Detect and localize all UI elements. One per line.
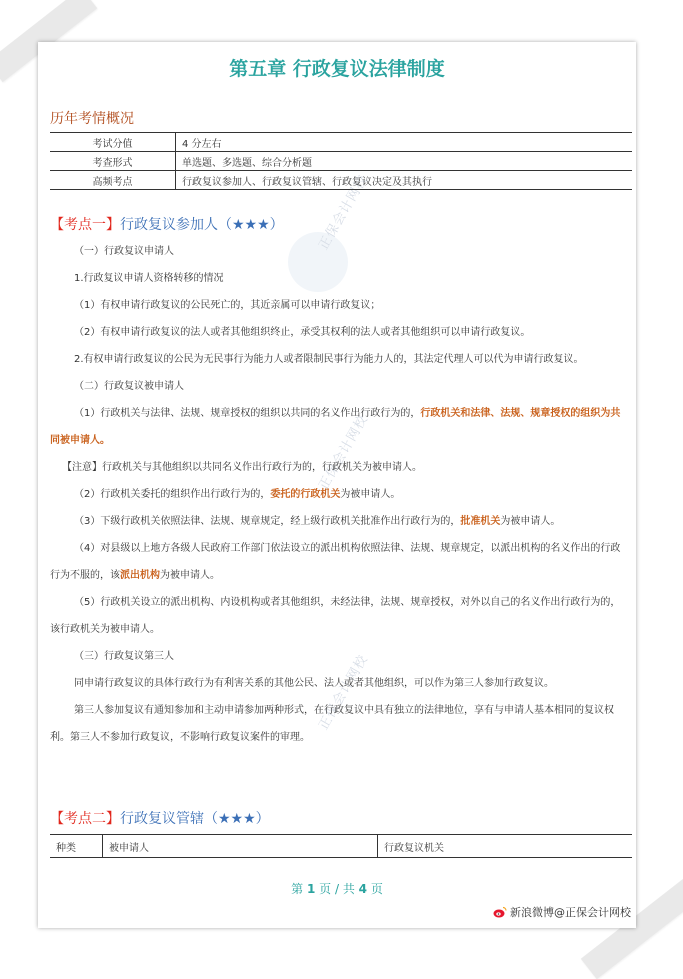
highlight-text: 派出机构: [120, 570, 160, 581]
pager-suffix: 页: [367, 882, 383, 896]
pager-prefix: 第: [291, 882, 307, 896]
paragraph: （1）有权申请行政复议的公民死亡的，其近亲属可以申请行政复议；: [74, 300, 381, 311]
overview-heading: 历年考情概况: [50, 111, 134, 127]
paragraph: [50, 400, 628, 454]
table-header-cell: 行政复议机关: [378, 835, 633, 858]
highlight-text: 批准机关: [460, 516, 501, 527]
chapter-title: 第五章 行政复议法律制度: [229, 58, 445, 80]
document-page: [38, 42, 636, 928]
paragraph-text: （4）对县级以上地方各级人民政府工作部门依法设立的派出机构依照法律、法规、规章规定，以派出机构的名义作出的行政行为不服的，该: [50, 543, 621, 581]
overview-label: 考试分值: [50, 133, 176, 152]
paragraph-text: （3）下级行政机关依照法律、法规、规章规定，经上级行政机关批准作出行政行为的，: [74, 516, 461, 527]
key-point-stars: （★★★）: [204, 811, 270, 827]
paragraph: （5）行政机关设立的派出机构、内设机构或者其他组织，未经法律，法规、规章授权，对外以自己的名义作出行政行为的，该行政机关为被申请人。: [50, 597, 621, 635]
overview-label: 高频考点: [50, 171, 176, 190]
jurisdiction-table: [50, 834, 632, 858]
key-point-stars: （★★★）: [218, 217, 284, 233]
paragraph: [50, 481, 628, 508]
subheading: （三）行政复议第三人: [74, 651, 174, 662]
weibo-credit: [493, 904, 631, 920]
paragraph-text: 为被申请人。: [500, 516, 561, 527]
key-point-bracket: 【考点二】: [50, 811, 120, 827]
paragraph-text: （1）行政机关与法律、法规、规章授权的组织以共同的名义作出行政行为的，: [74, 408, 421, 419]
weibo-text: 新浪微博@正保会计网校: [510, 906, 631, 919]
paragraph: [50, 535, 628, 589]
watermark-text: 正保会计网校: [316, 412, 372, 493]
key-point-bracket: 【考点一】: [50, 217, 120, 233]
table-header-cell: 种类: [50, 835, 103, 858]
pager-mid: 页 / 共: [315, 882, 359, 896]
overview-value: 单选题、多选题、综合分析题: [176, 152, 633, 171]
key-point-1-heading: [50, 214, 284, 234]
overview-label: 考查形式: [50, 152, 176, 171]
table-row: [50, 133, 632, 152]
table-header-cell: 被申请人: [103, 835, 378, 858]
note-label: 【注意】: [62, 462, 102, 473]
pager-current-page: 1: [306, 882, 316, 896]
overview-table: [50, 132, 632, 190]
table-header-row: [50, 835, 632, 858]
paragraph: 2.有权申请行政复议的公民为无民事行为能力人或者限制民事行为能力人的，其法定代理人可以代为申请行政复议。: [74, 354, 584, 365]
table-row: [50, 171, 632, 190]
watermark-text: 正保会计网校: [316, 652, 372, 733]
paragraph: （2）有权申请行政复议的法人或者其他组织终止，承受其权利的法人或者其他组织可以申请行政复议。: [74, 327, 531, 338]
watermark-text: 正保会计网校: [316, 172, 372, 253]
paragraph-text: 为被申请人。: [160, 570, 220, 581]
paragraph: 同申请行政复议的具体行政行为有利害关系的其他公民、法人或者其他组织，可以作为第三人参加行政复议。: [74, 678, 554, 689]
note-paragraph: [50, 454, 628, 481]
paragraph-text: 行政机关与其他组织以共同名义作出行政行为的，行政机关为被申请人。: [102, 462, 422, 473]
key-point-2-heading: [50, 808, 270, 828]
highlight-text: 行政机关和法律、法规、规章授权的组织为共同被申请人。: [50, 408, 621, 446]
key-point-name: 行政复议参加人: [120, 217, 218, 233]
subheading: （一）行政复议申请人: [74, 246, 174, 257]
paragraph: [50, 508, 628, 535]
pager-total-pages: 4: [358, 882, 368, 896]
paragraph: 第三人参加复议有通知参加和主动申请参加两种形式，在行政复议中具有独立的法律地位，享有与申请人基本相同的复议权利。第三人不参加行政复议，不影响行政复议案件的审理。: [50, 705, 614, 743]
table-row: [50, 152, 632, 171]
paragraph-text: 为被申请人。: [340, 489, 401, 500]
highlight-text: 委托的行政机关: [270, 489, 341, 500]
overview-value: 4 分左右: [176, 133, 633, 152]
weibo-icon: [493, 906, 507, 918]
key-point-name: 行政复议管辖: [120, 811, 204, 827]
paragraph: 1.行政复议申请人资格转移的情况: [74, 273, 224, 284]
overview-value: 行政复议参加人、行政复议管辖、行政复议决定及其执行: [176, 171, 633, 190]
page-indicator: [38, 880, 636, 897]
paragraph-text: （2）行政机关委托的组织作出行政行为的，: [74, 489, 271, 500]
subheading: （二）行政复议被申请人: [74, 381, 184, 392]
